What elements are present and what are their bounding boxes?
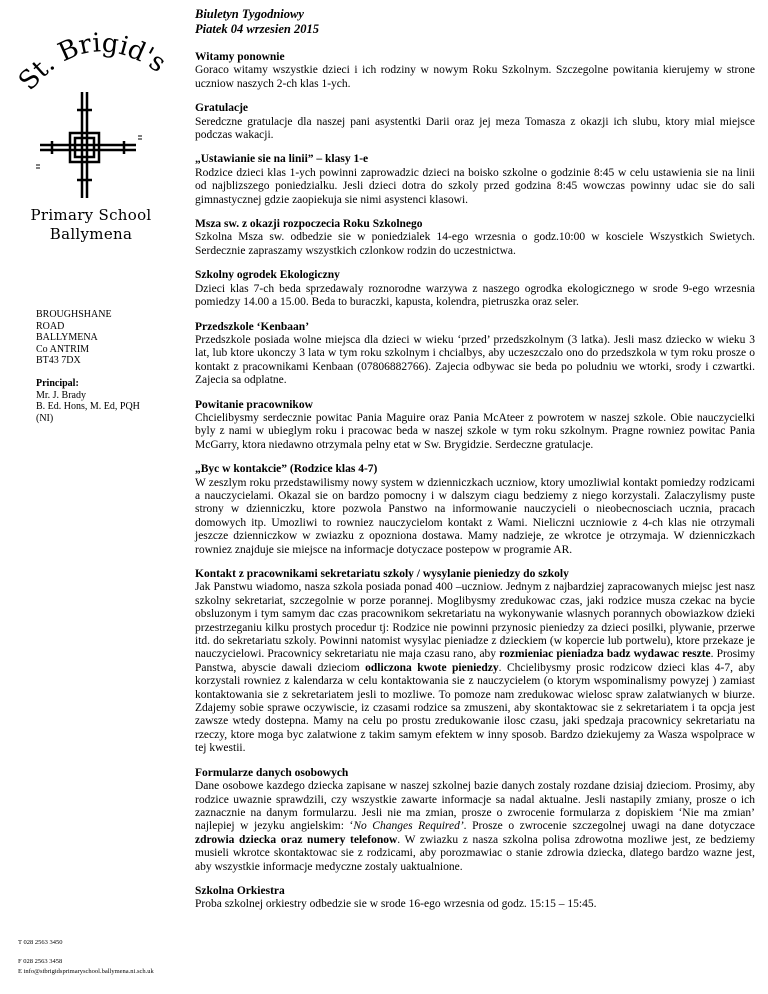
st-brigids-cross-icon — [16, 30, 166, 210]
news-section — [195, 399, 755, 453]
address-line: ROAD — [36, 320, 65, 332]
svg-text:St. Brigid's — [16, 30, 166, 96]
body-text: . Prosimy Panstwa, abyscie dawali dzieciom — [195, 648, 755, 674]
section-body: Rodzice dzieci klas 1-ych powinni zaprowadzic dzieci na boisko szkolne o godzinie 8:45 w celu ustawienia sie na linii od najblizszego poniedzialku. Jesli dzieci dotra do szkoly przed godzina 8:45 wowczas powinny udac sie do sali gimnastycznej gdzie zaopiekuja sie nimi asystenci klasowi. — [195, 166, 755, 206]
newsletter-date: Piatek 04 wrzesien 2015 — [195, 22, 319, 36]
phone-number: T 028 2563 3450 — [18, 939, 63, 946]
sidebar — [0, 0, 190, 994]
section-body: Dzieci klas 7-ch beda sprzedawaly roznorodne warzywa z naszego ogrodka ekologicznego w srode 9-ego wrzesnia pomiedzy 14.00 a 15.00. Beda to buraczki, kapusta, kolendra, pietruszka oraz seler. — [195, 282, 755, 309]
section-body: Proba szkolnej orkiestry odbedzie sie w srode 16-ego wrzesnia od godz. 15:15 – 15:45. — [195, 898, 597, 911]
news-section — [195, 568, 755, 756]
bold-text: odliczona kwote pieniedzy — [365, 661, 499, 674]
school-name — [16, 206, 166, 244]
news-section — [195, 321, 755, 388]
newsletter-body — [195, 7, 755, 912]
principal-quals: B. Ed. Hons, M. Ed, PQH — [36, 401, 140, 412]
section-heading: Gratulacje — [195, 102, 249, 115]
bold-text: rozmieniac pieniadza badz wydawac reszte — [499, 648, 711, 661]
body-text: Jak Panstwu wiadomo, nasza szkola posiada ponad 400 –uczniow. Jednym z najbardziej zapracowanych miejsc jest nasz szkolny sekretariat, szczegolnie w porze porannej. Moglibysmy zredukowac czas, jaki rodzice musza czekac na bycie obsluzonym i tym samym dac czas pracownikom sekretariatu na wykonywanie wlasnych porannych obowiazkow dzieki przestrzeganiu kilku prostych procedur tj: Rodzice nie powinni przynosic pieniedzy za dzieci posilki, plywanie, przerwe itd. do sekretariatu szkoly. Powinni natomist wysylac pieniadze z dzieckiem (w kopercie lub portwelu), ktore przekaze je nauczycielowi. Pracownicy sekretariatu nie maja czasu rano, aby — [195, 581, 755, 661]
bold-text: zdrowia dziecka oraz numery telefonow — [195, 833, 398, 846]
section-heading: Przedszkole ‘Kenbaan’ — [195, 320, 310, 333]
school-logo — [16, 30, 166, 270]
section-heading: Kontakt z pracownikami sekretariatu szkoly / wysylanie pieniedzy do szkoly — [195, 568, 569, 580]
news-section — [195, 269, 755, 309]
news-section — [195, 885, 755, 912]
body-text: . Prosze o zwrocenie szczegolnej uwagi na dane dotyczace — [463, 820, 755, 833]
news-section — [195, 51, 755, 91]
address-line: BT43 7DX — [36, 355, 81, 366]
section-body: Szkolna Msza sw. odbedzie sie w poniedzialek 14-ego wrzesnia o godz.10:00 w kosciele Wszystkich Swietych. Serdecznie zapraszamy wszystkich czlonkow rodzin do uczestnictwa. — [195, 231, 755, 257]
school-name-line1: Primary School — [30, 206, 152, 224]
news-section — [195, 153, 755, 207]
section-body: Przedszkole posiada wolne miejsca dla dzieci w wieku ‘przed’ przedszkolnym (3 latka). Jesli masz dziecko w wieku 3 lat, lub ktore ukonczy 3 lata w tym roku szkolnym i chcialbys, aby uczeszczalo ono do przedszkola w tym roku prosze o kontakt z pracownikami Kenbaan (07806882766). Zajecia odbywac sie beda po poludniu we wtorki, srody i czwartki. Zajecia sa odplatne. — [195, 333, 755, 387]
sections-container — [195, 51, 755, 912]
principal-label: Principal: — [36, 378, 79, 389]
fax-number: F 028 2563 3458 — [18, 958, 63, 965]
news-section — [195, 218, 755, 258]
email-address[interactable]: E info@stbrigidsprimaryschool.ballymena.ni.sch.uk — [18, 968, 154, 975]
body-text: Dane osobowe kazdego dziecka zapisane w naszej szkolnej bazie danych zostaly rozdane dzisiaj dzieciom. Prosimy, aby rodzice uwaznie sprawdzili, czy wszystkie zawarte informacje sa nadal aktualne. Jesli nastapily zmiany, prosze o ich zaznacznie na danym formularzu. Jesli nie ma zmian, prosze o zwrocenie formularza z dopiskiem ‘Nie ma zmian’ najlepiej w jezyku angielskim: ‘ — [195, 780, 755, 833]
body-text: . Chcielibysmy prosic rodzicow dzieci klas 4-7, aby korzystali rowniez z kalendarza w celu kontaktowania sie z nauczycielem (o ktorym wspominalismy powyzej ) zamiast kontaktowania sie z sekretariatem jesli to mozliwe. To pomoze nam zredukowac wielosc spraw zalatwianych w biurze. Zdajemy sobie sprawe oczywiscie, iz czasami rodzice sa zmuszeni, aby skontaktowac sie z sekretariatem i ta opcja jest zawsze wtedy dostepna. Mamy na celu po prostu zredukowanie ilosc czasu, jaki spedzaja pracownicy sekretariatu na rzeczy, ktore moga byc zalatwione z takim samym efektem w inny sposob. Bardzo dziekujemy za Wasza wspolprace w tej kwestii. — [195, 661, 755, 755]
address-line: BROUGHSHANE — [36, 309, 112, 320]
newsletter-title: Biuletyn Tygodniowy — [195, 7, 304, 21]
section-body — [195, 780, 755, 874]
school-name-line2: Ballymena — [49, 225, 133, 243]
news-section — [195, 102, 755, 142]
section-body: W zeszlym roku przedstawilismy nowy system w dzienniczkach uczniow, ktory umozliwial kontakt pomiedzy rodzicami a nauczycielami. Okazal sie on bardzo pomocny i w dalszym ciagu bedziemy z niego korzystali. Zalaczylismy puste strony w dzienniczku, ktore pozwola Panstwo na informowanie nauczycieli o nieobecnosciach ucznia, pracach domowych itp. Umozliwi to rowniez nauczycielom kontakt z Wami. Nieliczni uczniowie z 4-ch klas nie otrzymali jeszcze dzienniczkow w zwiazku z opozniona dostawa. Mamy nadzieje, ze wkrotce je otrzymaja. W dzienniczkach rowniez znajduje sie miejsce na informacje dotyczace postepow w programie AR. — [195, 476, 755, 556]
news-section — [195, 463, 755, 557]
body-text: . W zwiazku z nasza szkolna polisa zdrowotna mozliwe jest, ze bedziemy musieli wkrotce skontaktowac sie z rodzicami, aby porozmawiac o stanie zdrowia dziecka, dlatego bardzo wazne jest, aby wszystkie informacje medyczne zostaly uaktualnione. — [195, 833, 755, 873]
section-body — [195, 581, 755, 755]
news-section — [195, 767, 755, 874]
logo-text: St. Brigid' — [16, 30, 159, 97]
section-heading: Szkolna Orkiestra — [195, 884, 285, 897]
section-body: Goraco witamy wszystkie dzieci i ich rodziny w nowym Roku Szkolnym. Szczegolne powitania kierujemy w strone uczniow naszych 2-ch klas 1-ych. — [195, 64, 755, 90]
section-heading: Szkolny ogrodek Ekologiczny — [195, 269, 340, 282]
section-body: Seredczne gratulacje dla naszej pani asystentki Darii oraz jej meza Tomasza z okazji ich slubu, ktory mial miejsce podczas wakacji. — [195, 115, 755, 142]
italic-text: No Changes Required’ — [353, 820, 464, 833]
principal-name: Mr. J. Brady — [36, 389, 86, 401]
address-line: BALLYMENA — [36, 332, 98, 343]
school-address — [36, 309, 112, 367]
section-heading: Formularze danych osobowych — [195, 766, 349, 779]
section-heading: Witamy ponownie — [195, 51, 285, 63]
contact-info — [18, 938, 154, 977]
address-line: Co ANTRIM — [36, 343, 90, 355]
section-heading: „Ustawianie sie na linii” – klasy 1-e — [195, 153, 369, 166]
section-body: Chcielibysmy serdecznie powitac Pania Maguire oraz Pania McAteer z powrotem w naszej szkole. Obie nauczycielki byly z nami w ubieglym roku i pracowac beda w naszej szkole w tym roku szkolnym. Pragne rowniez powitac Pania McGarry, ktora niedawno otrzymala pelny etat w Sw. Brygidzie. Serdeczne gratulacje. — [195, 411, 755, 451]
section-heading: Msza sw. z okazji rozpoczecia Roku Szkolnego — [195, 218, 423, 231]
section-heading: Powitanie pracownikow — [195, 398, 313, 411]
principal-region: (NI) — [36, 412, 54, 424]
section-heading: „Byc w kontakcie” (Rodzice klas 4-7) — [195, 463, 378, 476]
principal-info — [36, 378, 140, 424]
